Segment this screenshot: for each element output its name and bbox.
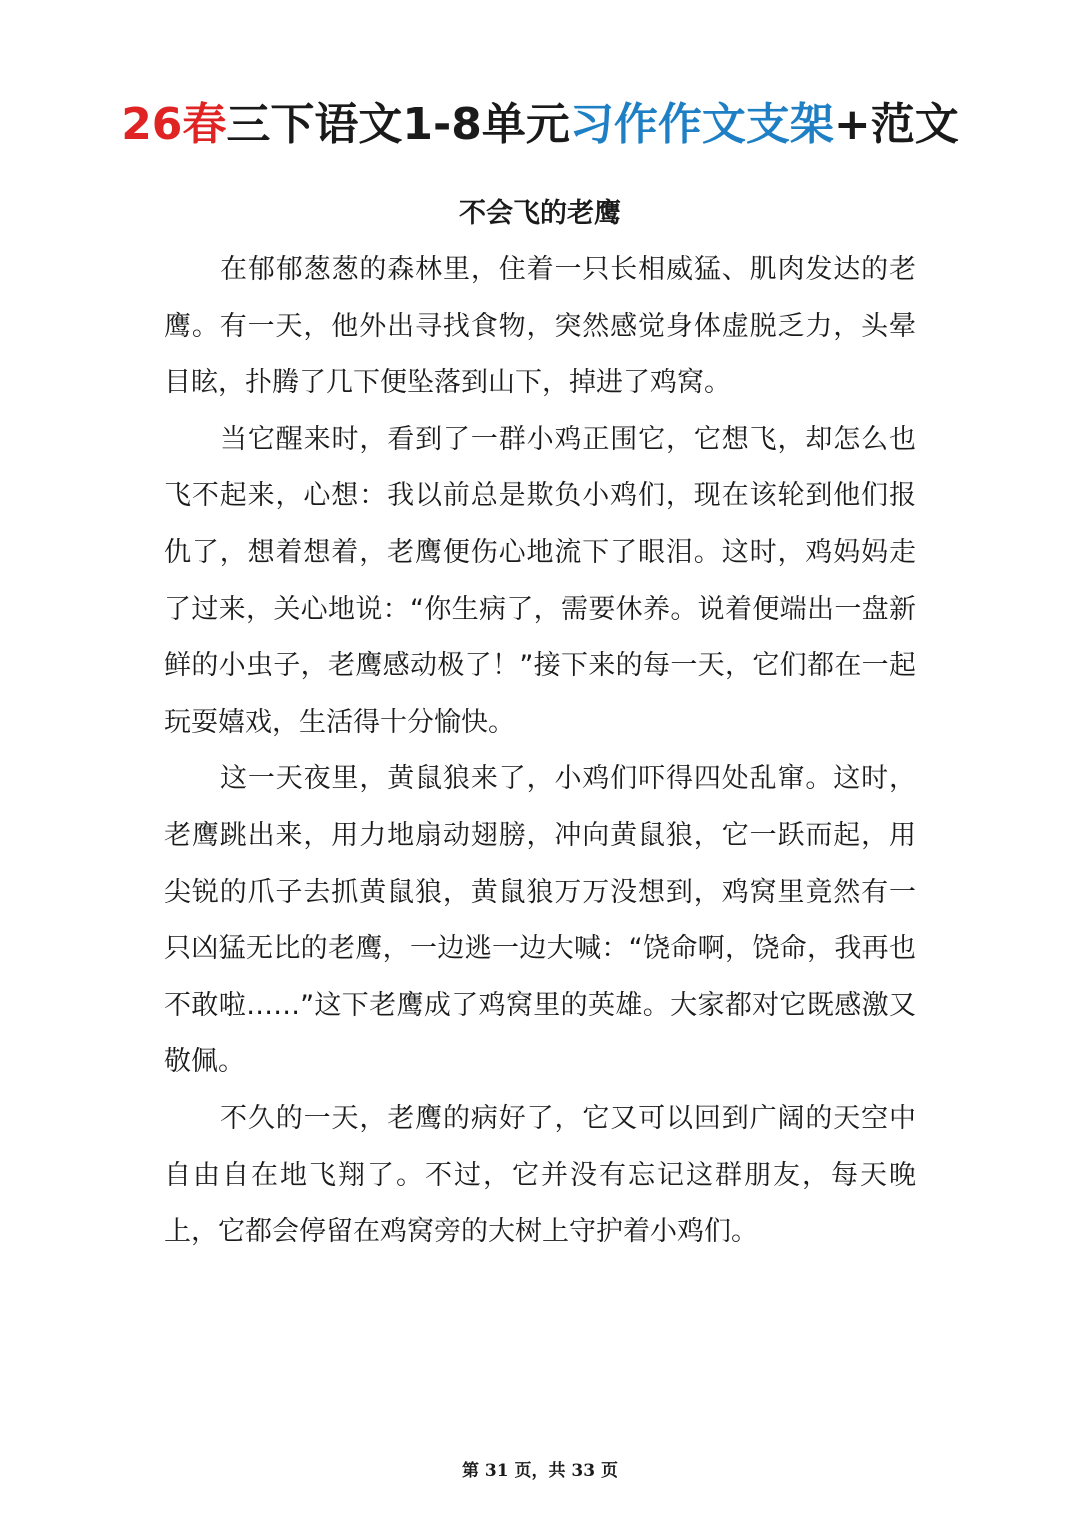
essay-title: 不会飞的老鹰: [459, 198, 621, 229]
essay-paragraph-2: 当它醒来时，看到了一群小鸡正围它，它想飞，却怎么也飞不起来，心想：我以前总是欺负小鸡们，现在该轮到他们报仇了，想着想着，老鹰便伤心地流下了眼泪。这时，鸡妈妈走了过来，关心地说：“你生病了，需要休养。说着便端出一盘新鲜的小虫子，老鹰感动极了！”接下来的每一天，它们都在一起玩耍嬉戏，生活得十分愉快。: [164, 423, 916, 738]
header-segment-topic: 习作作文支架: [569, 99, 834, 150]
header-segment-suffix: +范文: [833, 99, 959, 150]
essay-paragraph-3: 这一天夜里，黄鼠狼来了，小鸡们吓得四处乱窜。这时，老鹰跳出来，用力地扇动翅膀，冲向黄鼠狼，它一跃而起，用尖锐的爪子去抓黄鼠狼，黄鼠狼万万没想到，鸡窝里竟然有一只凶猛无比的老鹰，一边逃一边大喊：“饶命啊，饶命，我再也不敢啦……”这下老鹰成了鸡窝里的英雄。大家都对它既感激又敬佩。: [164, 763, 916, 1078]
header-segment-subject: 三下语文1-8单元: [226, 99, 570, 150]
header-segment-grade: 26春: [121, 99, 227, 150]
essay: [164, 186, 916, 1261]
essay-paragraph-1: 在郁郁葱葱的森林里，住着一只长相威猛、肌肉发达的老鹰。有一天，他外出寻找食物，突然感觉身体虚脱乏力，头晕目眩，扑腾了几下便坠落到山下，掉进了鸡窝。: [164, 254, 916, 399]
document-header: [0, 90, 1080, 160]
essay-paragraph-4: 不久的一天，老鹰的病好了，它又可以回到广阔的天空中自由自在地飞翔了。不过，它并没有忘记这群朋友，每天晚上，它都会停留在鸡窝旁的大树上守护着小鸡们。: [164, 1102, 916, 1248]
page-number: 第 31 页，共 33 页: [462, 1461, 618, 1481]
